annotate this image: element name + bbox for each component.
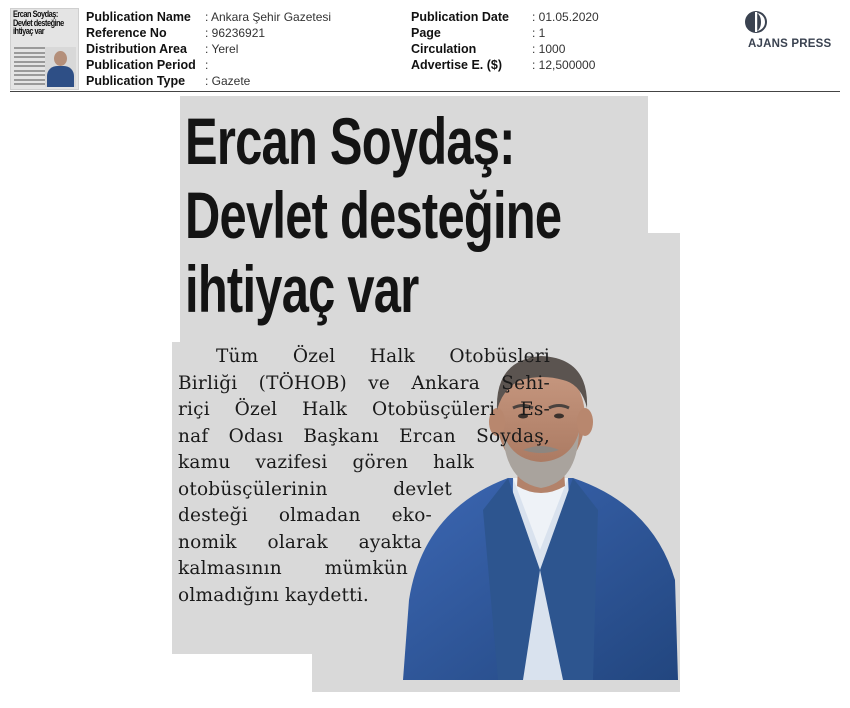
meta-row-page	[411, 25, 599, 41]
meta-label: Reference No	[86, 26, 167, 40]
thumbnail-headline	[13, 10, 65, 36]
clipping-background	[648, 233, 680, 342]
headline-line: Ercan Soydaş:	[185, 104, 515, 178]
meta-value: : Ankara Şehir Gazetesi	[205, 10, 332, 24]
lead-line: nomik olarak ayakta	[178, 531, 422, 553]
meta-label: Publication Period	[86, 58, 196, 72]
meta-label: Advertise E. ($)	[411, 58, 503, 72]
meta-row-advertise-equivalent	[411, 57, 599, 73]
thumbnail-headline-line: Devlet desteğine	[13, 17, 64, 28]
meta-value: :	[205, 58, 209, 72]
meta-row-reference-no	[86, 25, 331, 41]
article-lead-paragraph	[178, 344, 550, 609]
logo-text: AJANS PRESS	[748, 38, 832, 50]
meta-row-publication-type	[86, 73, 331, 89]
lead-line: kamu vazifesi gören halk	[178, 452, 474, 473]
lead-line: naf Odası Başkanı Ercan Soydaş,	[178, 425, 550, 447]
meta-label: Publication Name	[86, 10, 191, 24]
meta-value: : 96236921	[205, 26, 266, 40]
meta-value: : Yerel	[205, 42, 239, 56]
clipping-thumbnail[interactable]	[10, 8, 79, 90]
header-divider	[10, 91, 840, 92]
publication-info-right	[411, 9, 599, 73]
meta-value: : 12,500000	[532, 58, 596, 72]
thumbnail-photo	[45, 47, 76, 87]
meta-label: Page	[411, 26, 441, 40]
meta-value: : 1000	[532, 42, 566, 56]
lead-line: otobüsçülerinin devlet	[178, 478, 452, 500]
headline-line: Devlet desteğine	[185, 178, 562, 252]
meta-label: Publication Type	[86, 74, 186, 88]
meta-value: : Gazete	[205, 74, 251, 88]
lead-line: Tüm Özel Halk Otobüsleri	[216, 346, 550, 367]
headline-line: ihtiyaç var	[185, 252, 419, 326]
lead-line: riçi Özel Halk Otobüsçüleri Es-	[178, 399, 550, 420]
article-headline	[185, 104, 562, 326]
meta-value: : 1	[532, 26, 546, 40]
meta-value: : 01.05.2020	[532, 10, 599, 24]
publication-info-left	[86, 9, 331, 89]
lead-line: olmadığını kaydetti.	[178, 584, 370, 606]
thumbnail-headline-line: Ercan Soydaş:	[13, 9, 58, 19]
meta-row-distribution-area	[86, 41, 331, 57]
lead-line: desteği olmadan eko-	[178, 505, 432, 526]
thumbnail-headline-line: ihtiyaç var	[13, 26, 45, 36]
lead-line: Birliği (TÖHOB) ve Ankara Şehi-	[178, 372, 550, 394]
thumbnail-text-lines	[14, 47, 46, 88]
ajans-press-logo-icon	[744, 10, 768, 34]
meta-row-publication-date	[411, 9, 599, 25]
ajans-press-logo	[742, 8, 842, 54]
meta-label: Distribution Area	[86, 42, 187, 56]
meta-label: Circulation	[411, 42, 477, 56]
meta-row-publication-period	[86, 57, 331, 73]
meta-row-publication-name	[86, 9, 331, 25]
meta-label: Publication Date	[411, 10, 509, 24]
lead-line: kalmasının mümkün	[178, 558, 408, 579]
meta-row-circulation	[411, 41, 599, 57]
